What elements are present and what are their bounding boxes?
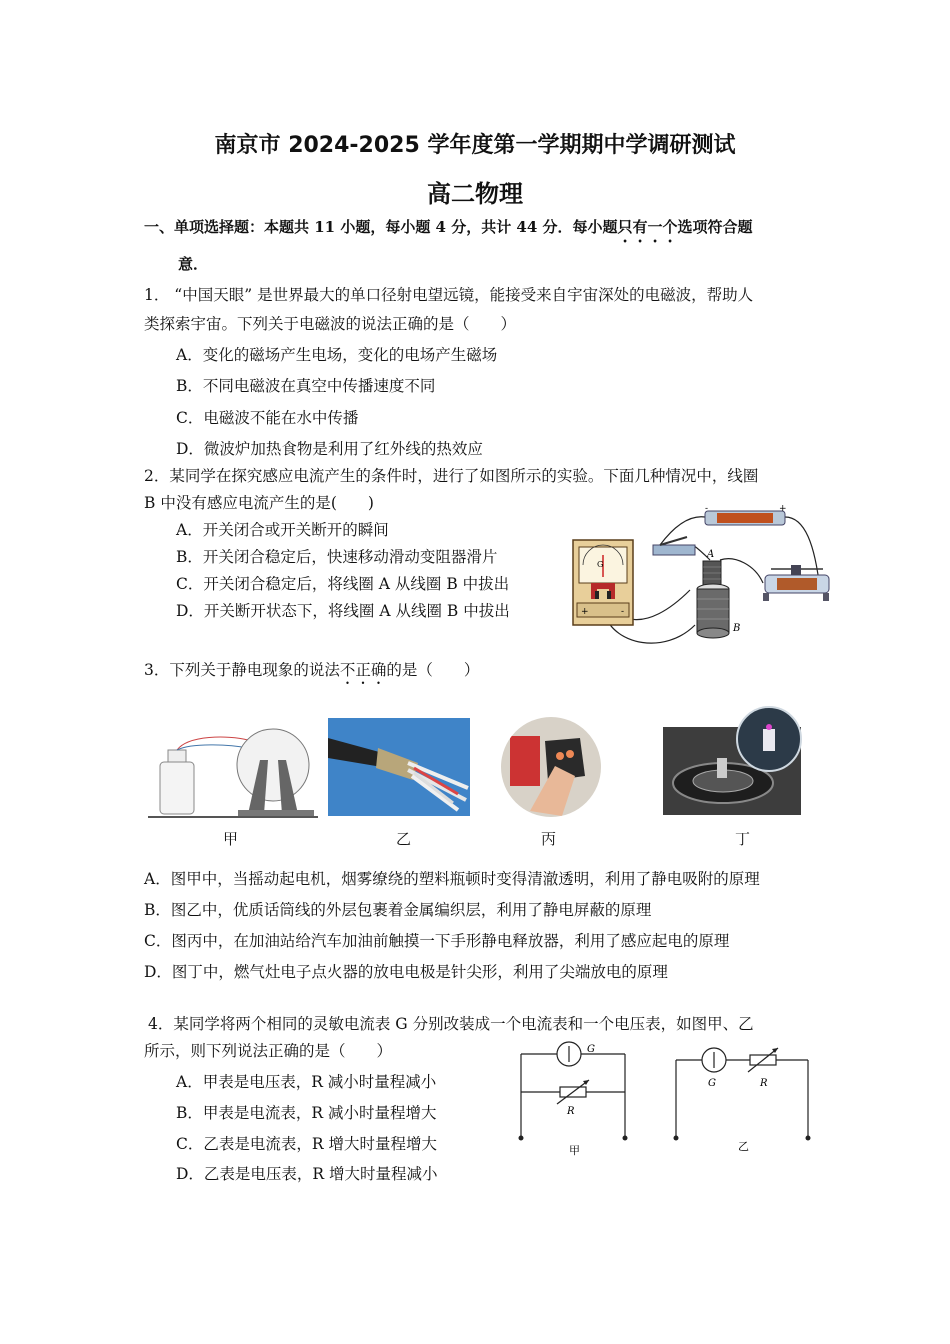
- q4-yi-caption: 乙: [738, 1140, 749, 1153]
- coil-b-label: B: [733, 623, 741, 634]
- q3-option-d[interactable]: D．图丁中，燃气灶电子点火器的放电电极是针尖形，利用了尖端放电的原理: [144, 963, 668, 981]
- q3-stem-emphasis: 不正确: [339, 661, 387, 679]
- q3-stem: [144, 660, 479, 688]
- q2-option-b[interactable]: B．开关闭合稳定后，快速移动滑动变阻器滑片: [176, 548, 498, 566]
- q4-stem-line1: 4．某同学将两个相同的灵敏电流表 G 分别改装成一个电流表和一个电压表，如图甲、乙: [148, 1015, 754, 1033]
- q3-option-a[interactable]: A．图甲中，当摇动起电机，烟雾缭绕的塑料瓶顿时变得清澈透明，利用了静电吸附的原理: [144, 870, 760, 888]
- q1-option-c[interactable]: C．电磁波不能在水中传播: [176, 409, 359, 427]
- coil-a-label: A: [707, 549, 715, 560]
- section-heading: [144, 217, 753, 246]
- galvanometer: [573, 540, 633, 625]
- q4-yi-g-label: G: [708, 1078, 716, 1089]
- q3-stem-post: 的是（ ）: [386, 661, 480, 679]
- q3-option-c[interactable]: C．图丙中，在加油站给汽车加油前触摸一下手形静电释放器，利用了感应起电的原理: [144, 932, 730, 950]
- q1-stem-line1: 1． “中国天眼” 是世界最大的单口径射电望远镜，能接受来自宇宙深处的电磁波，帮助人: [144, 286, 754, 304]
- q4-jia-g-label: G: [587, 1044, 595, 1055]
- q2-option-c[interactable]: C．开关闭合稳定后，将线圈 A 从线圈 B 中拔出: [176, 575, 510, 593]
- q4-option-d[interactable]: D．乙表是电压表，R 增大时量程减小: [176, 1165, 438, 1183]
- q4-circuit-yi: [670, 1040, 815, 1160]
- q3-image-yi: [328, 718, 470, 816]
- section-heading-post: 选项符合题: [677, 218, 753, 236]
- q1-stem-line2: 类探索宇宙。下列关于电磁波的说法正确的是（ ）: [144, 315, 517, 333]
- q4-jia-r-label: R: [567, 1106, 575, 1117]
- q2-option-a[interactable]: A．开关闭合或开关断开的瞬间: [176, 521, 389, 539]
- q3-caption-bing: 丙: [541, 830, 557, 848]
- battery-plus: +: [779, 505, 787, 514]
- q1-option-d[interactable]: D．微波炉加热食物是利用了红外线的热效应: [176, 440, 483, 458]
- q2-stem-line1: 2．某同学在探究感应电流产生的条件时，进行了如图所示的实验。下面几种情况中，线圈: [144, 467, 759, 485]
- q4-option-a[interactable]: A．甲表是电压表，R 减小时量程减小: [176, 1073, 437, 1091]
- q3-caption-ding: 丁: [735, 830, 751, 848]
- q1-option-a[interactable]: A．变化的磁场产生电场，变化的电场产生磁场: [176, 346, 498, 364]
- q2-stem-line2: B 中没有感应电流产生的是( ): [144, 494, 374, 512]
- q3-image-bing: [500, 716, 602, 818]
- q4-option-b[interactable]: B．甲表是电流表，R 减小时量程增大: [176, 1104, 437, 1122]
- q1-option-b[interactable]: B．不同电磁波在真空中传播速度不同: [176, 377, 436, 395]
- section-heading-emphasis: 只有一个: [617, 218, 678, 236]
- q4-option-c[interactable]: C．乙表是电流表，R 增大时量程增大: [176, 1135, 437, 1153]
- galvanometer-label: G: [597, 560, 604, 569]
- coil-a: [703, 549, 721, 587]
- section-heading-line2: 意．: [178, 255, 209, 273]
- q4-yi-r-label: R: [760, 1078, 768, 1089]
- q3-option-b[interactable]: B．图乙中，优质话筒线的外层包裹着金属编织层，利用了静电屏蔽的原理: [144, 901, 652, 919]
- q4-stem-line2: 所示，则下列说法正确的是（ ）: [144, 1042, 393, 1060]
- q4-circuit-jia: [515, 1040, 635, 1160]
- q3-image-ding: [663, 703, 805, 817]
- q3-stem-pre: 3．下列关于静电现象的说法: [144, 661, 340, 679]
- battery-minus: -: [705, 505, 709, 514]
- rheostat: [763, 565, 829, 601]
- section-heading-pre: 一、单项选择题：本题共 11 小题，每小题 4 分，共计 44 分．每小题: [144, 218, 618, 236]
- q3-caption-jia: 甲: [223, 830, 239, 848]
- q2-option-d[interactable]: D．开关断开状态下，将线圈 A 从线圈 B 中拔出: [176, 602, 510, 620]
- q4-jia-caption: 甲: [569, 1144, 580, 1157]
- q2-experiment-figure: [565, 505, 835, 655]
- q3-image-jia: [148, 720, 318, 820]
- subject-title: 高二物理: [427, 180, 523, 208]
- q3-caption-yi: 乙: [396, 830, 412, 848]
- galvanometer-minus: -: [621, 607, 625, 617]
- switch: [653, 537, 695, 555]
- exam-title: 南京市 2024-2025 学年度第一学期期中学调研测试: [214, 133, 736, 158]
- battery: [705, 505, 787, 525]
- galvanometer-plus: +: [581, 607, 589, 617]
- coil-b: [697, 584, 740, 638]
